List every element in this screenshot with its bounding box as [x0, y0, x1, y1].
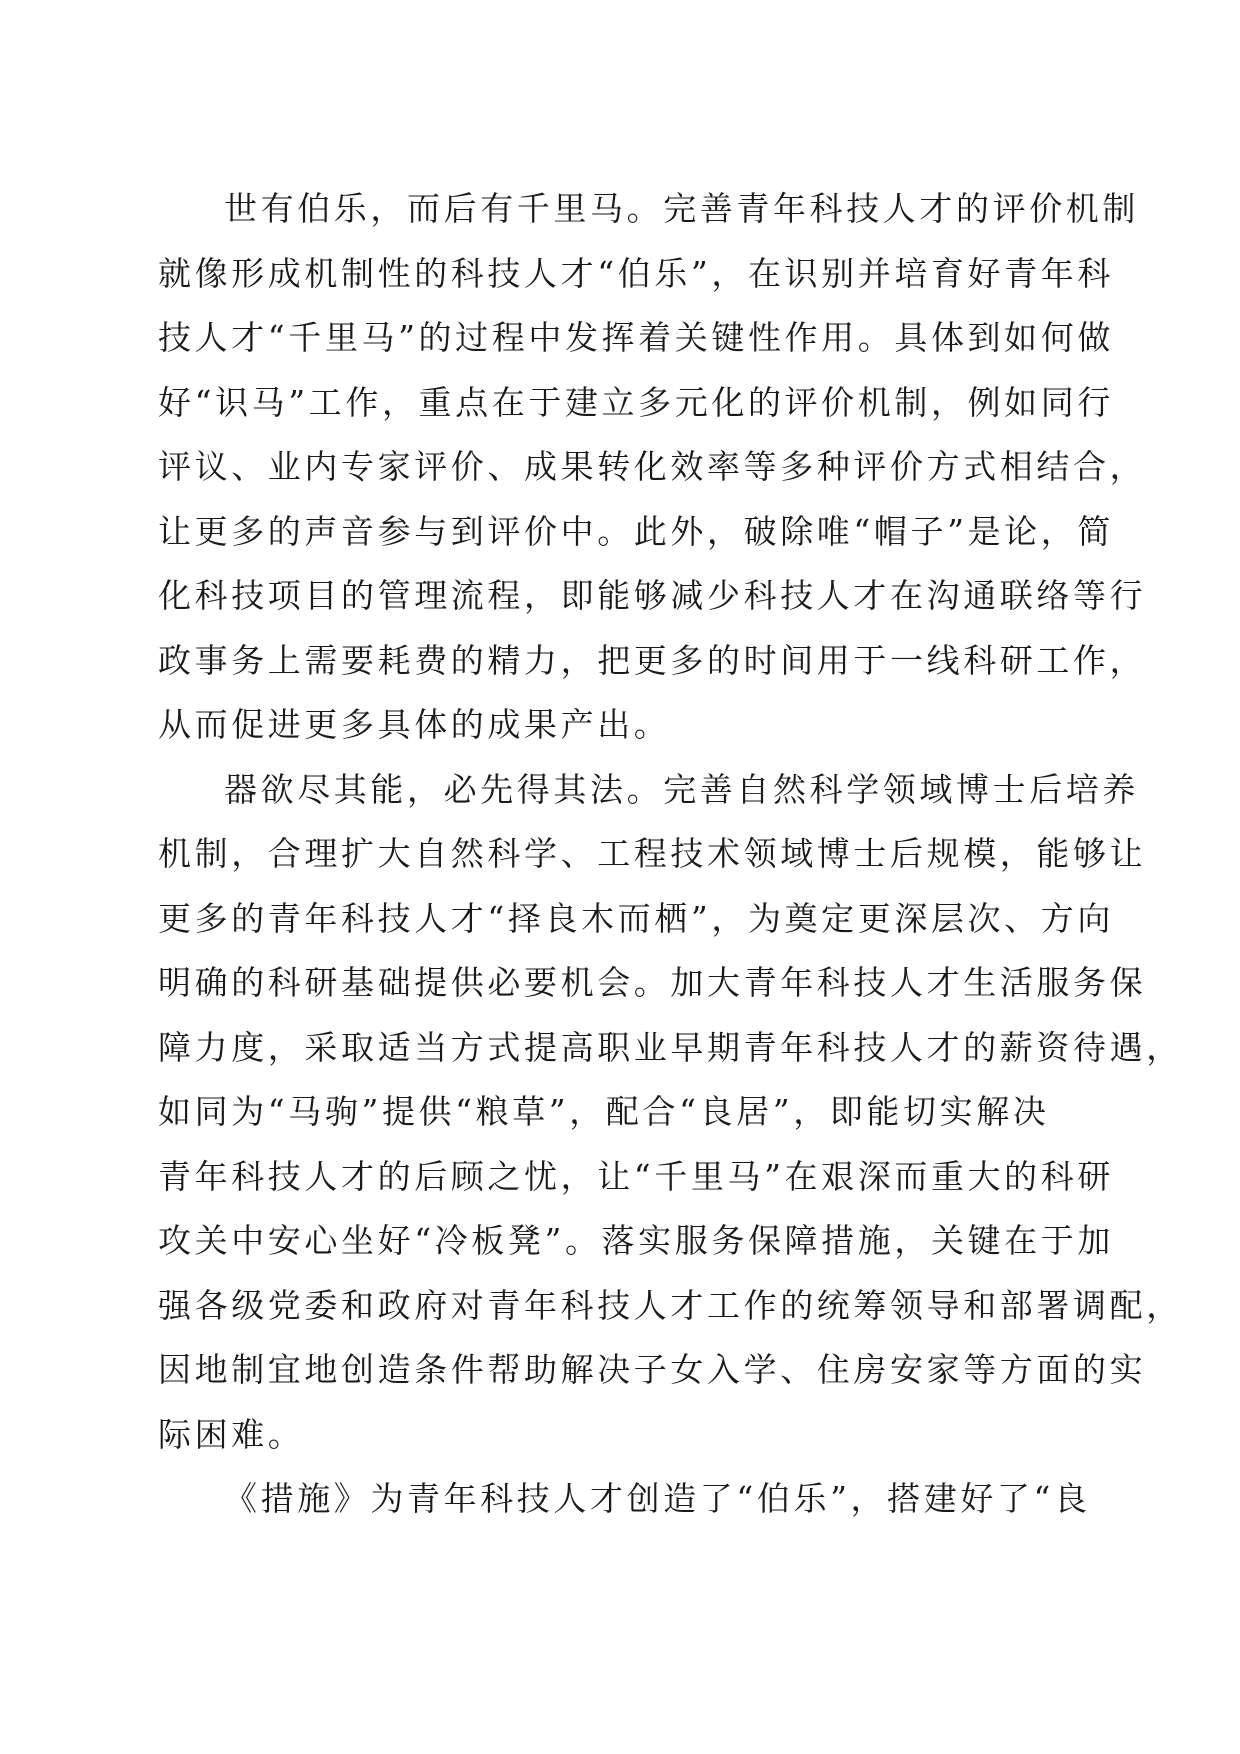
text-line: 青年科技人才的后顾之忧，让“千里马”在艰深而重大的科研 [158, 1156, 1114, 1196]
document-body [158, 189, 1183, 1545]
text-line: 技人才“千里马”的过程中发挥着关键性作用。具体到如何做 [158, 318, 1114, 357]
text-line: 明确的科研基础提供必要机会。加大青年科技人才生活服务保 [158, 963, 1147, 1002]
text-line: 评议、业内专家评价、成果转化效率等多种评价方式相结合， [158, 447, 1147, 486]
text-line: 从而促进更多具体的成果产出。 [158, 705, 671, 744]
text-line: 如同为“马驹”提供“粮草”，配合“良居”，即能切实解决 [158, 1092, 1050, 1131]
text-line: 因地制宜地创造条件帮助解决子女入学、住房安家等方面的实 [158, 1350, 1147, 1389]
text-line: 让更多的声音参与到评价中。此外，破除唯“帽子”是论，简 [158, 511, 1114, 551]
text-line: 政事务上需要耗费的精力，把更多的时间用于一线科研工作， [158, 640, 1147, 680]
text-line: 《措施》为青年科技人才创造了“伯乐”，搭建好了“良 [224, 1479, 1091, 1518]
text-line: 器欲尽其能，必先得其法。完善自然科学领域博士后培养 [224, 769, 1139, 809]
text-line: 际困难。 [158, 1414, 305, 1454]
text-line: 强各级党委和政府对青年科技人才工作的统筹领导和部署调配， [158, 1285, 1183, 1325]
paragraph-1 [158, 189, 1147, 771]
text-line: 攻关中安心坐好“冷板凳”。落实服务保障措施，关键在于加 [158, 1221, 1114, 1260]
text-line: 世有伯乐，而后有千里马。完善青年科技人才的评价机制 [224, 189, 1139, 228]
text-line: 就像形成机制性的科技人才“伯乐”，在识别并培育好青年科 [158, 253, 1114, 293]
text-line: 更多的青年科技人才“择良木而栖”，为奠定更深层次、方向 [158, 898, 1114, 938]
text-line: 机制，合理扩大自然科学、工程技术领域博士后规模，能够让 [158, 834, 1147, 873]
paragraph-2 [158, 769, 1183, 1481]
text-line: 化科技项目的管理流程，即能够减少科技人才在沟通联络等行 [158, 576, 1147, 615]
text-line: 好“识马”工作，重点在于建立多元化的评价机制，例如同行 [158, 382, 1114, 422]
text-line: 障力度，采取适当方式提高职业早期青年科技人才的薪资待遇， [158, 1027, 1183, 1067]
paragraph-3 [158, 1479, 1091, 1545]
